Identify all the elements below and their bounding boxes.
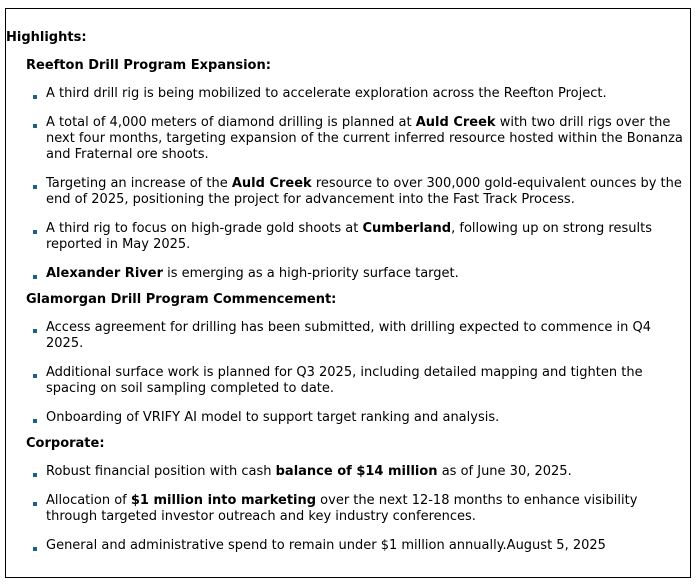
highlights-heading: Highlights: [6, 30, 87, 45]
list-item [5, 538, 685, 554]
list-item [5, 320, 685, 352]
text: Onboarding of VRIFY AI model to support target ranking and analysis. [46, 410, 500, 425]
bold-text: Alexander River [46, 266, 163, 281]
text: is emerging as a high-priority surface target. [162, 266, 459, 281]
list-item [5, 266, 685, 282]
section-title: Reefton Drill Program Expansion: [26, 58, 271, 73]
bold-text: Auld Creek [415, 115, 496, 130]
square-bullet-icon [33, 230, 37, 234]
square-bullet-icon [33, 124, 37, 128]
text: Allocation of [46, 493, 131, 508]
text: Robust financial position with cash [46, 464, 276, 479]
bold-text: Cumberland [362, 221, 452, 236]
text: Access agreement for drilling has been submitted, with drilling expected to commence in Q4 2025. [46, 320, 652, 351]
bold-text: $1 million into marketing [130, 493, 317, 508]
list-item [5, 86, 685, 102]
text: Targeting an increase of the [46, 176, 232, 191]
section-corporate [5, 436, 685, 554]
square-bullet-icon [33, 95, 37, 99]
text: A total of 4,000 meters of diamond drilling is planned at [46, 115, 416, 130]
square-bullet-icon [33, 473, 37, 477]
bold-text: balance of $14 million [275, 464, 438, 479]
text: A third drill rig is being mobilized to accelerate exploration across the Reefton Project. [46, 86, 607, 101]
bullet-list [5, 320, 685, 426]
list-item [5, 410, 685, 426]
section-glamorgan [5, 292, 685, 426]
square-bullet-icon [33, 502, 37, 506]
highlights-content [5, 58, 685, 554]
text: with two drill rigs over the next four months, targeting expansion of the current inferred resource hosted within the Bonanza and Fraternal ore shoots. [46, 115, 683, 162]
bullet-list [5, 464, 685, 554]
text: General and administrative spend to remain under $1 million annually.August 5, 2025 [46, 538, 606, 553]
text: A third rig to focus on high-grade gold shoots at [46, 221, 363, 236]
list-item [5, 365, 685, 397]
section-title: Glamorgan Drill Program Commencement: [26, 292, 337, 307]
text: over the next 12-18 months to enhance visibility through targeted investor outreach and key industry conferences. [46, 493, 638, 524]
square-bullet-icon [33, 547, 37, 551]
text: as of June 30, 2025. [437, 464, 572, 479]
section-title: Corporate: [26, 436, 105, 451]
bold-text: Auld Creek [231, 176, 312, 191]
text: , following up on strong results reported in May 2025. [46, 221, 652, 252]
bullet-list [5, 86, 685, 282]
list-item [5, 493, 685, 525]
square-bullet-icon [33, 419, 37, 423]
text: Additional surface work is planned for Q3 2025, including detailed mapping and tighten the spacing on soil sampling completed to date. [46, 365, 643, 396]
list-item [5, 221, 685, 253]
square-bullet-icon [33, 374, 37, 378]
list-item [5, 464, 685, 480]
list-item [5, 176, 685, 208]
square-bullet-icon [33, 329, 37, 333]
square-bullet-icon [33, 275, 37, 279]
list-item [5, 115, 685, 163]
section-reefton [5, 58, 685, 282]
text: resource to over 300,000 gold-equivalent ounces by the end of 2025, positioning the project for advancement into the Fast Track Process. [46, 176, 682, 207]
square-bullet-icon [33, 185, 37, 189]
